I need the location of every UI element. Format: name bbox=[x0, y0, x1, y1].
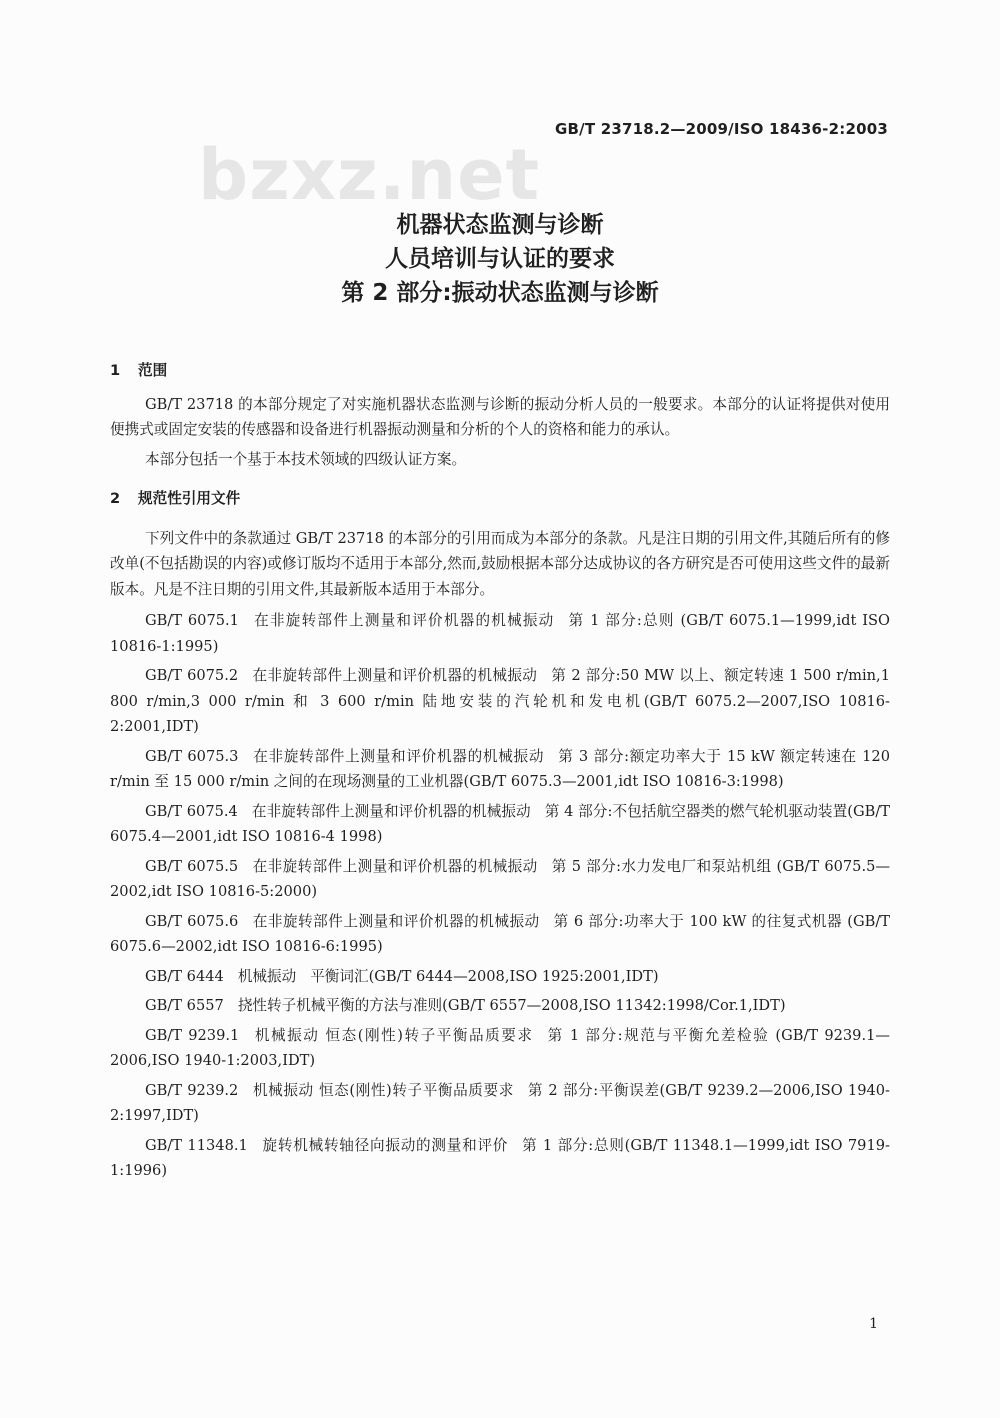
reference-code: GB/T 6444 bbox=[145, 967, 224, 985]
reference-item bbox=[110, 993, 890, 1019]
reference-title: 在非旋转部件上测量和评价机器的机械振动 bbox=[252, 912, 540, 930]
reference-code: GB/T 6075.2 bbox=[145, 667, 239, 684]
reference-detail: 第 6 部分:功率大于 100 kW 的往复式机器 (GB/T 6075.6—2002,idt ISO 10816-6:1995) bbox=[110, 912, 890, 955]
reference-code: GB/T 6075.6 bbox=[145, 912, 239, 930]
reference-title: 机械振动 恒态(刚性)转子平衡品质要求 bbox=[253, 1026, 534, 1044]
normative-intro-paragraph: 下列文件中的条款通过 GB/T 23718 的本部分的引用而成为本部分的条款。凡是注日期的引用文件,其随后所有的修改单(不包括勘误的内容)或修订版均不适用于本部分,然而,鼓励根据本部分达成协议的各方研究是否可使用这些文件的最新版本。凡是不注日期的引用文件,其最新版本适用于本部分。 bbox=[110, 529, 890, 598]
reference-code: GB/T 6075.3 bbox=[145, 747, 239, 765]
reference-title: 机械振动 bbox=[237, 967, 297, 985]
reference-code: GB/T 6075.4 bbox=[145, 802, 238, 820]
document-body bbox=[110, 358, 890, 1188]
reference-item bbox=[110, 964, 890, 990]
title-line-1: 机器状态监测与诊断 bbox=[396, 212, 604, 238]
reference-code: GB/T 6075.1 bbox=[145, 612, 239, 629]
reference-title: 在非旋转部件上测量和评价机器的机械振动 bbox=[252, 857, 538, 875]
reference-detail: 第 2 部分:平衡误差(GB/T 9239.2—2006,ISO 1940-2:1997,IDT) bbox=[110, 1081, 890, 1124]
page-number: 1 bbox=[869, 1316, 878, 1332]
reference-detail: 第 5 部分:水力发电厂和泵站机组 (GB/T 6075.5—2002,idt ISO 10816-5:2000) bbox=[110, 857, 890, 900]
reference-code: GB/T 11348.1 bbox=[145, 1136, 248, 1154]
title-line-3: 第 2 部分:振动状态监测与诊断 bbox=[341, 280, 659, 306]
reference-item bbox=[110, 909, 890, 960]
scope-paragraph-1: GB/T 23718 的本部分规定了对实施机器状态监测与诊断的振动分析人员的一般要求。本部分的认证将提供对使用便携式或固定安装的传感器和设备进行机器振动测量和分析的个人的资格和能力的承认。 bbox=[110, 395, 890, 438]
reference-item bbox=[110, 663, 890, 740]
standard-code: GB/T 23718.2—2009/ISO 18436-2:2003 bbox=[555, 120, 888, 138]
reference-title: 旋转机械转轴径向振动的测量和评价 bbox=[261, 1136, 509, 1154]
document-title bbox=[0, 208, 1000, 310]
reference-title: 机械振动 恒态(刚性)转子平衡品质要求 bbox=[252, 1081, 514, 1099]
section-number: 1 bbox=[110, 362, 121, 379]
reference-detail: 第 2 部分:50 MW 以上、额定转速 1 500 r/min,1 800 r/min,3 000 r/min 和 3 600 r/min 陆地安装的汽轮机和发电机(GB/T 6075.2—2007,ISO 10816-2:2001,IDT) bbox=[110, 667, 890, 735]
reference-item bbox=[110, 1078, 890, 1129]
reference-title: 在非旋转部件上测量和评价机器的机械振动 bbox=[252, 667, 538, 684]
section-heading-scope bbox=[110, 358, 890, 384]
reference-item bbox=[110, 608, 890, 659]
reference-detail: (GB/T 6557—2008,ISO 11342:1998/Cor.1,IDT) bbox=[442, 997, 786, 1014]
reference-code: GB/T 6557 bbox=[145, 997, 224, 1014]
watermark: bzxz.net bbox=[198, 134, 541, 216]
reference-code: GB/T 9239.2 bbox=[145, 1081, 239, 1099]
reference-title: 在非旋转部件上测量和评价机器的机械振动 bbox=[252, 612, 555, 629]
section-heading-normative-references bbox=[110, 486, 890, 512]
reference-detail: 第 1 部分:总则 (GB/T 6075.1—1999,idt ISO 10816-1:1995) bbox=[110, 612, 890, 655]
reference-item bbox=[110, 854, 890, 905]
reference-title: 在非旋转部件上测量和评价机器的机械振动 bbox=[251, 802, 531, 820]
reference-detail: 第 3 部分:额定功率大于 15 kW 额定转速在 120 r/min 至 15 000 r/min 之间的在现场测量的工业机器(GB/T 6075.3—2001,idt ISO 10816-3:1998) bbox=[110, 747, 890, 790]
reference-code: GB/T 9239.1 bbox=[145, 1026, 240, 1044]
reference-detail: 第 1 部分:规范与平衡允差检验 (GB/T 9239.1—2006,ISO 1940-1:2003,IDT) bbox=[110, 1026, 890, 1069]
reference-item bbox=[110, 744, 890, 795]
reference-detail: 平衡词汇(GB/T 6444—2008,ISO 1925:2001,IDT) bbox=[310, 967, 659, 985]
scope-paragraph-2: 本部分包括一个基于本技术领域的四级认证方案。 bbox=[145, 450, 467, 468]
reference-list bbox=[110, 608, 890, 1184]
reference-item bbox=[110, 1133, 890, 1184]
section-title: 规范性引用文件 bbox=[138, 490, 241, 507]
reference-code: GB/T 6075.5 bbox=[145, 857, 239, 875]
reference-title: 挠性转子机械平衡的方法与准则 bbox=[237, 997, 443, 1014]
reference-title: 在非旋转部件上测量和评价机器的机械振动 bbox=[252, 747, 545, 765]
section-number: 2 bbox=[110, 490, 121, 507]
title-line-2: 人员培训与认证的要求 bbox=[385, 246, 615, 272]
section-title: 范围 bbox=[138, 362, 168, 379]
reference-item bbox=[110, 799, 890, 850]
reference-detail: 第 4 部分:不包括航空器类的燃气轮机驱动装置(GB/T 6075.4—2001,idt ISO 10816-4 1998) bbox=[110, 802, 890, 845]
reference-item bbox=[110, 1023, 890, 1074]
reference-detail: 第 1 部分:总则(GB/T 11348.1—1999,idt ISO 7919-1:1996) bbox=[110, 1136, 890, 1179]
